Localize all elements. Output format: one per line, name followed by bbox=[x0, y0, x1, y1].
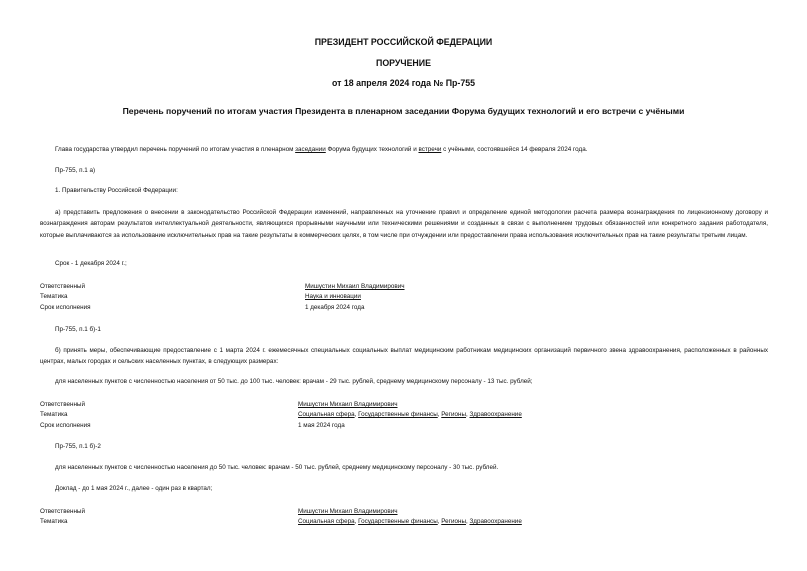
topic-separator: , bbox=[354, 518, 359, 525]
topic-link[interactable]: Регионы bbox=[441, 411, 466, 418]
instruction-paragraph: б) принять меры, обеспечивающие предоставление с 1 марта 2024 г. ежемесячных специальных социальных выплат медицинским работникам медицинских организаций первичного звена здравоохранения, расположенных в районных центрах, малых городах и сельских населенных пунктах, в следующих размерах: bbox=[40, 347, 768, 366]
topic-link[interactable]: Социальная сфера bbox=[298, 411, 355, 418]
item-reference: Пр-755, п.1 б)-2 bbox=[55, 443, 101, 450]
intro-text: Форума будущих технологий и bbox=[325, 146, 419, 153]
topic-label: Тематика bbox=[40, 411, 68, 418]
due-date-value: 1 мая 2024 года bbox=[298, 422, 345, 429]
report-deadline-text: Доклад - до 1 мая 2024 г., далее - один раз в квартал; bbox=[55, 485, 213, 492]
payment-rates-text: для населенных пунктов с численностью населения до 50 тыс. человек: врачам - 50 тыс. рублей, среднему медицинскому персоналу - 30 тыс. рублей. bbox=[55, 464, 499, 471]
responsible-link[interactable]: Мишустин Михаил Владимирович bbox=[305, 283, 405, 290]
topic-separator: , bbox=[437, 518, 442, 525]
responsible-label: Ответственный bbox=[40, 401, 85, 408]
intro-text: Глава государства утвердил перечень поручений по итогам участия в пленарном bbox=[55, 146, 296, 153]
item-reference: Пр-755, п.1 а) bbox=[55, 167, 96, 174]
topic-link[interactable]: Социальная сфера bbox=[298, 518, 355, 525]
intro-paragraph bbox=[55, 144, 587, 155]
topic-link[interactable]: Здравоохранение bbox=[469, 518, 522, 525]
topic-links bbox=[298, 518, 522, 526]
document-date-number: от 18 апреля 2024 года № Пр-755 bbox=[331, 78, 476, 88]
deadline-text: Срок - 1 декабря 2024 г.; bbox=[55, 260, 127, 267]
topic-label: Тематика bbox=[40, 293, 68, 300]
instruction-paragraph: а) представить предложения о внесении в законодательство Российской Федерации изменений, направленных на уточнение правил и определение единой методологии расчета размера вознаграждения по лицензионному договору и вознаграждения авторам результатов интеллектуальной деятельности, являющихся прорывными научными или техническими решениями и созданных в связи с выполнением трудовых обязанностей или конкретного задания работодателя, которые выплачиваются за использование исключительных прав на такие результаты в коммерческих целях, в том числе при отчуждении или предоставлении права использования исключительных прав на такие результаты третьим лицам. bbox=[40, 209, 768, 239]
responsible-label: Ответственный bbox=[40, 283, 85, 290]
topic-label: Тематика bbox=[40, 518, 68, 525]
due-date-label: Срок исполнения bbox=[40, 304, 91, 311]
section-heading: 1. Правительству Российской Федерации: bbox=[55, 187, 178, 194]
responsible-label: Ответственный bbox=[40, 508, 85, 515]
topic-link[interactable]: Государственные финансы bbox=[358, 411, 438, 418]
due-date-label: Срок исполнения bbox=[40, 422, 91, 429]
meeting-link[interactable]: заседании bbox=[295, 146, 326, 153]
payment-rates-text: для населенных пунктов с численностью населения от 50 тыс. до 100 тыс. человек: врачам - 29 тыс. рублей, среднему медицинскому персоналу - 13 тыс. рублей; bbox=[55, 378, 533, 385]
responsible-link[interactable]: Мишустин Михаил Владимирович bbox=[298, 401, 398, 408]
due-date-value: 1 декабря 2024 года bbox=[305, 304, 365, 311]
topic-link[interactable]: Наука и инновации bbox=[305, 293, 361, 300]
document-subject: Перечень поручений по итогам участия Президента в пленарном заседании Форума будущих технологий и его встречи с учёными bbox=[122, 106, 685, 116]
topic-link[interactable]: Здравоохранение bbox=[469, 411, 522, 418]
topic-links bbox=[298, 411, 522, 419]
document-issuer: ПРЕЗИДЕНТ РОССИЙСКОЙ ФЕДЕРАЦИИ bbox=[314, 37, 493, 47]
item-reference: Пр-755, п.1 б)-1 bbox=[55, 326, 101, 333]
responsible-link[interactable]: Мишустин Михаил Владимирович bbox=[298, 508, 398, 515]
topic-separator: , bbox=[466, 518, 470, 525]
topic-link[interactable]: Государственные финансы bbox=[358, 518, 438, 525]
topic-separator: , bbox=[466, 411, 470, 418]
document-type: ПОРУЧЕНИЕ bbox=[376, 58, 431, 68]
topic-link[interactable]: Регионы bbox=[441, 518, 466, 525]
topic-separator: , bbox=[437, 411, 442, 418]
scientists-meeting-link[interactable]: встречи bbox=[418, 146, 442, 153]
topic-separator: , bbox=[354, 411, 359, 418]
intro-text: с учёными, состоявшейся 14 февраля 2024 года. bbox=[441, 146, 588, 153]
